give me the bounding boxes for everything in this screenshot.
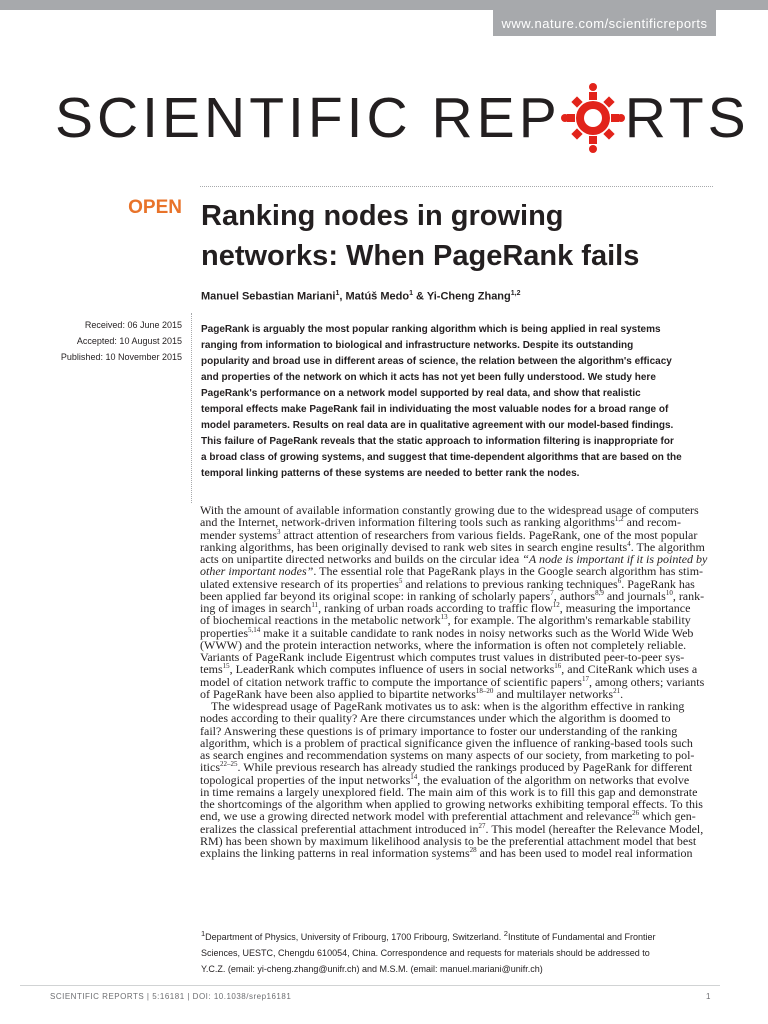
body-line: ulated extensive research of its properties$^5$ and relations to previous ranking techniques$^6$. PageRank has (200, 576, 695, 591)
footnote-line: $^1$Department of Physics, University of Fribourg, 1700 Fribourg, Switzerland. $^2$Institute of Fundamental and Frontier (201, 929, 656, 942)
abstract-line: PageRank's performance on a network model supported by real data, and show that realistic (201, 388, 641, 399)
abstract-line: a broad class of growing systems, and suggest that time-dependent algorithms that are based on the (201, 452, 682, 463)
body-line: ing of images in search$^{11}$, ranking of urban roads according to traffic flow$^{12}$, measuring the importance (200, 601, 691, 615)
body-line: mender systems$^3$ attract attention of researchers from various fields. PageRank, one of the most popular (200, 527, 698, 542)
body-line: With the amount of available information constantly growing due to the widespread usage of computers (200, 503, 699, 517)
author[interactable]: , Matúš Medo (339, 290, 410, 303)
citation-ref[interactable]: 5,14 (247, 625, 261, 634)
citation-ref[interactable]: 8,9 (595, 588, 604, 597)
footnote-line: Y.C.Z. (email: yi-cheng.zhang@unifr.ch) and M.S.M. (email: manuel.mariani@unifr.ch) (201, 964, 543, 974)
body-text (200, 504, 716, 859)
abstract-line: This failure of PageRank reveals that the static approach to information filtering is inappropriate for (201, 436, 674, 447)
header-divider (200, 186, 713, 187)
body-line: acts on unipartite directed networks and builds on the circular idea “A node is important if it is pointed by (200, 552, 708, 566)
title-line: Ranking nodes in growing (201, 200, 564, 232)
body-line: The widespread usage of PageRank motivates us to ask: when is the algorithm effective in ranking (211, 699, 685, 713)
published-date: Published: 10 November 2015 (60, 352, 182, 362)
gear-icon (561, 78, 625, 158)
citation-ref[interactable]: 17 (581, 674, 589, 683)
citation-ref[interactable]: 18–20 (475, 686, 494, 695)
citation-ref[interactable]: 3 (277, 527, 281, 536)
citation-ref[interactable]: 11 (311, 601, 319, 609)
abstract-line: popularity and broad use in different areas of science, the relation between the algorithm's efficacy (201, 356, 672, 367)
body-line: of biochemical reactions in the metabolic network$^{13}$, for example. The algorithm's remarkable stability (200, 613, 691, 628)
citation-ref[interactable]: 5 (398, 576, 403, 585)
journal-logo (55, 78, 750, 158)
body-line: nodes according to their quality? Are there circumstances under which the algorithm is doomed to (200, 711, 671, 726)
body-line: RM) has been shown by maximum likelihood analysis to be the preferential attachment model that best (200, 833, 697, 848)
citation-ref[interactable]: 15 (222, 662, 230, 671)
affiliation-mark: 1 (409, 290, 413, 297)
citation-ref[interactable]: 27 (478, 821, 486, 830)
journal-url[interactable]: www.nature.com/scientificreports (493, 10, 716, 36)
citation-ref[interactable]: 14 (410, 772, 418, 781)
body-line: as search engines and recommendation systems on many aspects of our society, from marketing to pol- (200, 748, 695, 762)
body-line: fail? Answering these questions is of primary importance to foster our understanding of the ranking (200, 723, 678, 738)
page-number: 1 (706, 992, 711, 1001)
author-list (201, 290, 520, 303)
footer-citation: SCIENTIFIC REPORTS | 5:16181 | DOI: 10.1038/srep16181 (50, 992, 292, 1001)
abstract-line: model parameters. Results on real data are in qualitative agreement with our model-based findings. (201, 420, 674, 431)
body-line: in time remains a largely unexplored field. The main aim of this work is to fill this gap and demonstrate (200, 784, 698, 799)
body-line: of PageRank have been also applied to bipartite networks$^{18-20}$ and multilayer networks$^{21}$. (200, 686, 624, 701)
abstract-line: ranging from information to biological and infrastructure networks. Despite its outstanding (201, 340, 634, 351)
abstract (201, 322, 717, 482)
received-date: Received: 06 June 2015 (84, 320, 182, 330)
citation-ref[interactable]: 1,2 (614, 515, 624, 524)
body-line: properties$^{5,14}$ make it a suitable candidate to rank nodes in noisy networks such as the World Wide Web (200, 625, 694, 640)
affiliation-mark: 1 (335, 290, 340, 297)
abstract-line: and properties of the network on which it acts has not yet been fully understood. We study here (201, 372, 656, 383)
abstract-line: temporal effects make PageRank fail in individuating the most valuable nodes for a broad range of (201, 404, 669, 415)
author[interactable]: Manuel Sebastian Mariani (201, 290, 336, 303)
citation-ref[interactable]: 28 (469, 846, 477, 854)
open-access-label: OPEN (128, 197, 182, 218)
body-line: and the Internet, network-driven information filtering tools such as ranking algorithms$^{1,2}$ and recom- (200, 515, 681, 530)
accepted-date: Accepted: 10 August 2015 (76, 336, 182, 346)
citation-ref[interactable]: 6 (617, 576, 622, 585)
citation-ref[interactable]: 22–25 (220, 760, 238, 769)
citation-ref[interactable]: 10 (665, 588, 673, 597)
body-line: eralizes the classical preferential attachment introduced $in^{27}$. This model (hereafter the Relevance Model, (200, 821, 704, 836)
citation-ref[interactable]: 21 (613, 686, 621, 695)
citation-ref[interactable]: 7 (550, 588, 554, 597)
affiliation-mark: 1,2 (510, 290, 521, 297)
body-line: topological properties of the input networks$^{14}$, the evaluation of the algorithm on networks that evolve (200, 772, 690, 787)
article-dates (40, 317, 182, 365)
body-line: the shortcomings of the algorithm when applied to growing networks exhibiting temporal effects. To this (200, 797, 703, 811)
body-line: ranking algorithms, has been originally devised to rank web sites in search engine results$^4$. The algorithm (200, 539, 705, 554)
citation-ref[interactable]: 13 (440, 613, 448, 622)
body-line: other important nodes”. The essential role that PageRank plays in the Google search algorithm has stim- (200, 564, 704, 579)
journal-name-prefix: SCIENTIFIC REP (55, 86, 561, 150)
top-bar (0, 0, 768, 10)
body-line: algorithm, which is a problem of practical significance given the influence of ranking-based tools such (200, 735, 693, 750)
body-line: (WWW) and the protein interaction networks, where the information is often not completely reliable. (200, 637, 687, 652)
abstract-line: PageRank is arguably the most popular ranking algorithm which is being applied in real systems (201, 324, 661, 335)
citation-ref[interactable]: 12 (552, 601, 560, 609)
body-line: end, we use a growing directed network model with preferential attachment and relevance$^{26}$ which gen- (200, 809, 696, 824)
affiliations-footnote (201, 926, 717, 977)
citation-ref[interactable]: 4 (627, 539, 631, 548)
body-line: been applied far beyond its original scope: in ranking of scholarly papers$^7$, authors$^{8,9}$ and journals$^{10}$, rank- (200, 588, 705, 603)
footnote-line: Sciences, UESTC, Chengdu 610054, China. Correspondence and requests for materials should be addressed to (201, 948, 650, 958)
body-line: explains the linking patterns in real information systems$^{28}$ and has been used to model real information (200, 846, 693, 860)
body-line: itics$^{22-25}$. While previous research has already studied the rankings produced by PageRank for different (200, 760, 693, 775)
citation-ref[interactable]: 26 (632, 809, 640, 818)
body-line: Variants of PageRank include Eigentrust which computes trust values in distributed peer-to-peer sys- (200, 650, 685, 664)
author[interactable]: & Yi-Cheng Zhang (412, 290, 511, 303)
sidebar-divider (191, 313, 192, 503)
footer-divider (20, 985, 720, 986)
abstract-line: temporal linking patterns of these systems are needed to better rank the nodes. (201, 468, 580, 479)
title-line: networks: When PageRank fails (201, 240, 640, 272)
body-line: tems$^{15}$, LeaderRank which computes influence of users in social networks$^{16}$, and CiteRank which uses a (200, 662, 698, 677)
journal-name-suffix: RTS (624, 86, 750, 150)
article-title (201, 196, 721, 276)
body-line: model of citation network traffic to compute the importance of scientific papers$^{17}$, among others; variants (200, 674, 705, 689)
citation-ref[interactable]: 16 (554, 662, 562, 671)
